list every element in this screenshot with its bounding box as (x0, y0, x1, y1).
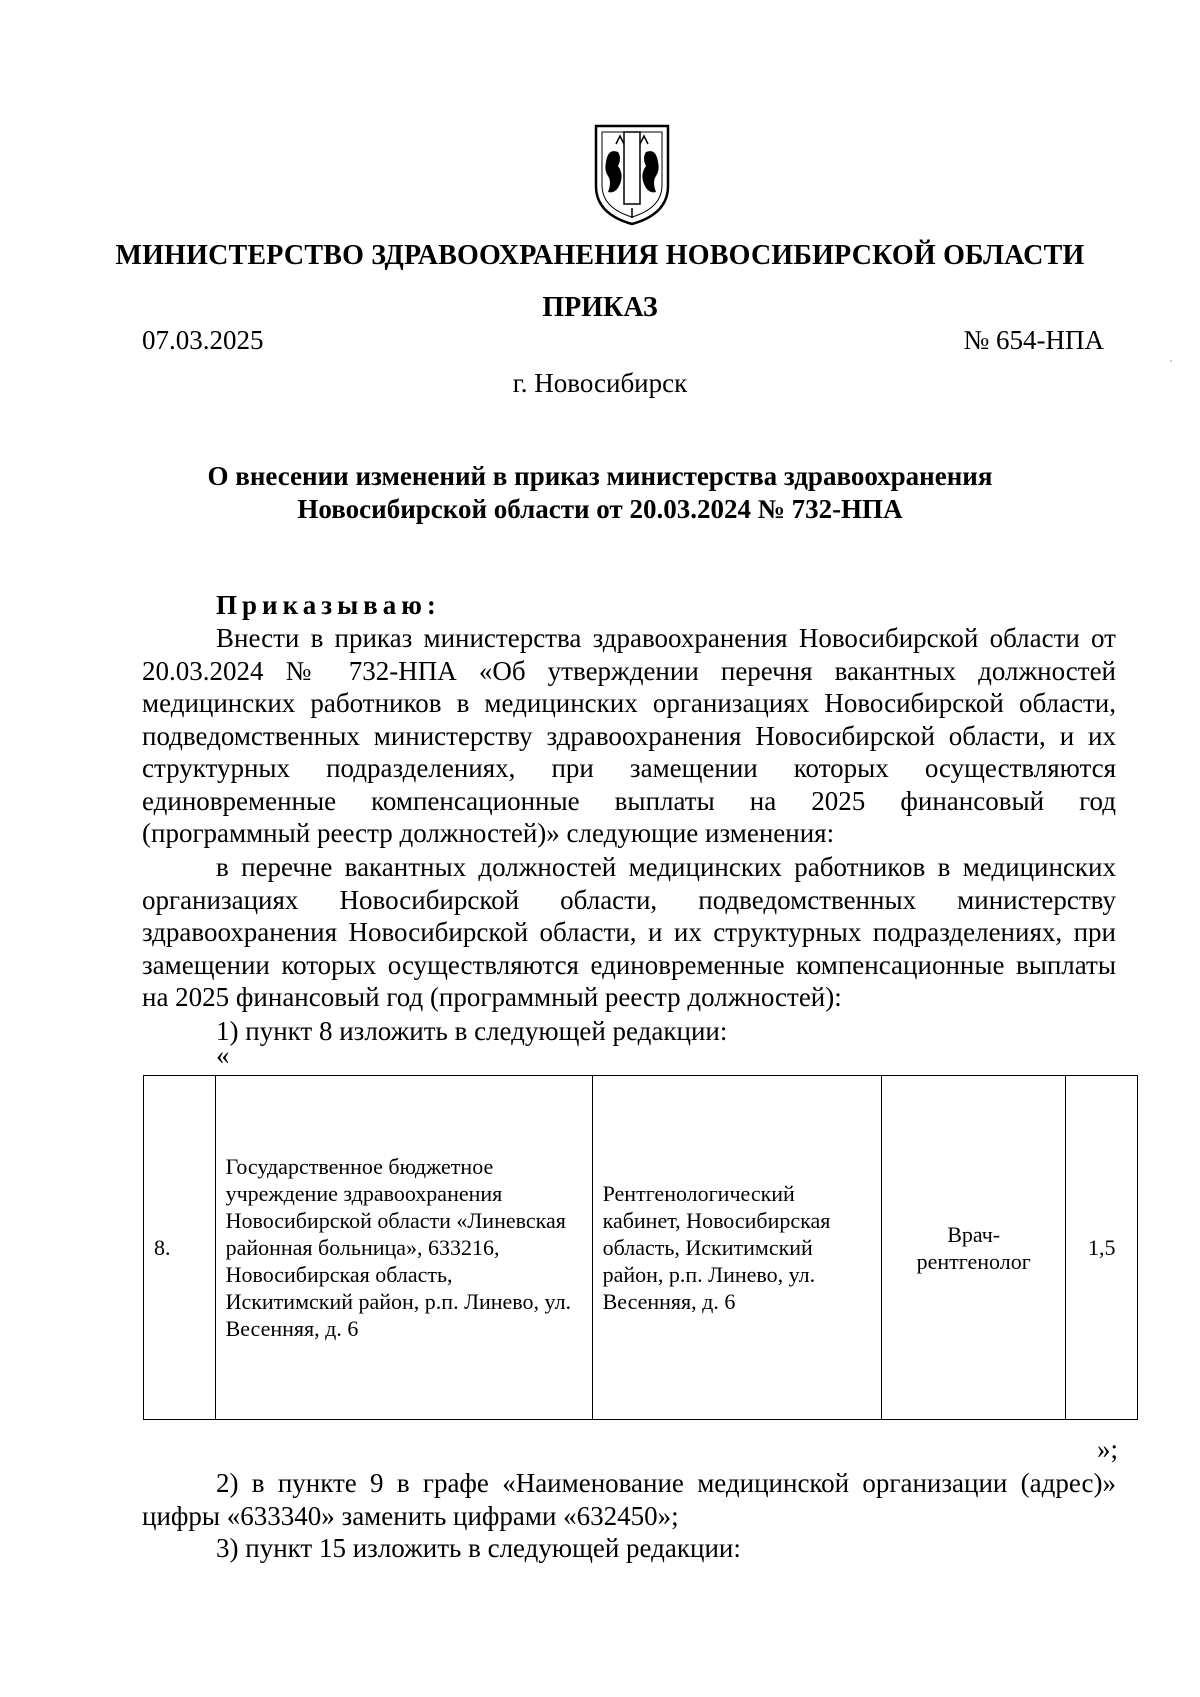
item-3: 3) пункт 15 изложить в следующей редакции: (216, 1533, 741, 1563)
quote-open: « (216, 1040, 230, 1070)
quote-close: »; (1096, 1434, 1118, 1464)
cell-position: Врач-рентгенолог (881, 1076, 1065, 1420)
item-2: 2) в пункте 9 в графе «Наименование медицинской организации (адрес)» цифры «633340» заменить цифрами «632450»; (142, 1468, 1116, 1531)
subject-line-1: О внесении изменений в приказ министерства здравоохранения (207, 461, 993, 491)
cell-number: 8. (144, 1076, 216, 1420)
cell-organization: Государственное бюджетное учреждение здравоохранения Новосибирской области «Линевская районная больница», 633216, Новосибирская область, Искитимский район, р.п. Линево, ул. Весенняя, д. 6 (215, 1076, 592, 1420)
table-row (144, 1076, 1138, 1420)
scan-mark (1170, 360, 1172, 362)
amendment-table (143, 1075, 1138, 1420)
cell-rate: 1,5 (1066, 1076, 1138, 1420)
ministry-name: МИНИСТЕРСТВО ЗДРАВООХРАНЕНИЯ НОВОСИБИРСКОЙ ОБЛАСТИ (115, 240, 1085, 271)
document-date: 07.03.2025 (142, 325, 264, 355)
document-number: № 654-НПА (963, 325, 1104, 355)
document-type: ПРИКАЗ (542, 292, 658, 323)
coat-of-arms-icon (588, 122, 676, 226)
cell-subdivision: Рентгенологический кабинет, Новосибирская область, Искитимский район, р.п. Линево, ул. Весенняя, д. 6 (592, 1076, 881, 1420)
subject-line-2: Новосибирской области от 20.03.2024 № 732-НПА (297, 494, 903, 524)
paragraph-1: Внести в приказ министерства здравоохранения Новосибирской области от 20.03.2024 № 732-НПА «Об утверждении перечня вакантных должностей медицинских работников в медицинских организациях Новосибирской области, подведомственных министерству здравоохранения Новосибирской области, и их структурных подразделениях, при замещении которых осуществляются единовременные компенсационные выплаты на 2025 финансовый год (программный реестр должностей)» следующие изменения: (142, 623, 1116, 848)
document-city: г. Новосибирск (512, 368, 688, 398)
paragraph-2: в перечне вакантных должностей медицинских работников в медицинских организациях Новосибирской области, подведомственных министерству здравоохранения Новосибирской области, и их структурных подразделениях, при замещении которых осуществляются единовременные компенсационные выплаты на 2025 финансовый год (программный реестр должностей): (142, 852, 1116, 1012)
item-1: 1) пункт 8 изложить в следующей редакции: (216, 1016, 728, 1046)
document-subject (180, 460, 1020, 526)
order-word: Приказываю: (216, 590, 441, 620)
